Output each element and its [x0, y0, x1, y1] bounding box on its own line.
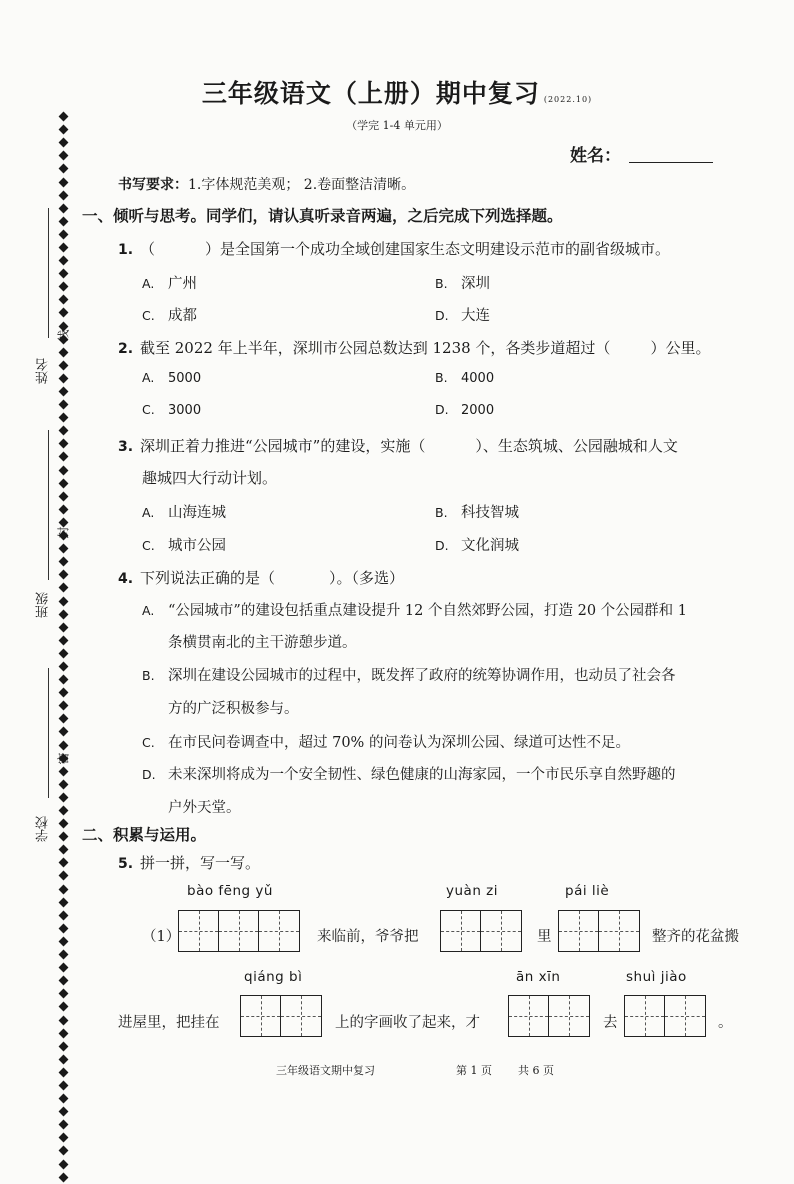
q3-stem-continued: 趣城四大行动计划。 [142, 469, 278, 487]
title-text: 三年级语文（上册）期中复习 [201, 79, 540, 108]
q4-option-d[interactable] [142, 763, 762, 784]
diamond-mark [59, 1146, 69, 1156]
q5-text-3: 整齐的花盆搬 [652, 929, 739, 945]
question-4 [118, 567, 404, 588]
diamond-mark [59, 989, 69, 999]
diamond-mark [59, 596, 69, 606]
option-letter: A. [142, 603, 155, 618]
diamond-mark [59, 557, 69, 567]
q4-number: 4. [118, 571, 134, 587]
grid-cell[interactable] [481, 911, 521, 951]
q2-option-a[interactable] [142, 370, 201, 386]
q4-option-c[interactable] [142, 731, 762, 752]
diamond-mark [59, 164, 69, 174]
grid-cell[interactable] [281, 996, 321, 1036]
option-letter: C. [142, 538, 155, 553]
diamond-mark [59, 1041, 69, 1051]
diamond-mark [59, 609, 69, 619]
diamond-mark [59, 910, 69, 920]
q3-stem-a: 深圳正着力推进“公园城市”的建设，实施（ [140, 437, 426, 455]
binding-secret-char: 密 [56, 752, 71, 765]
q4-option-a-line2: 条横贯南北的主干游憩步道。 [168, 635, 357, 651]
grid-cell[interactable] [625, 996, 665, 1036]
diamond-mark [59, 282, 69, 292]
option-letter: C. [142, 402, 155, 417]
option-text-line1: 深圳在建设公园城市的过程中，既发挥了政府的统筹协调作用，也动员了社会各 [168, 668, 676, 684]
q5-item-label: （1） [142, 929, 181, 945]
diamond-mark [59, 347, 69, 357]
writing-grid-2[interactable] [624, 995, 706, 1037]
grid-cell[interactable] [241, 996, 281, 1036]
writing-grid-2[interactable] [508, 995, 590, 1037]
q5-text-5: 上的字画收了起来，才 [335, 1015, 480, 1031]
grid-cell[interactable] [259, 911, 299, 951]
option-text: 5000 [168, 371, 202, 386]
option-letter: D. [435, 402, 449, 417]
diamond-mark [59, 1067, 69, 1077]
pinyin-pai-lie: pái liè [565, 883, 610, 899]
binding-class-label: 班级 [36, 592, 51, 618]
q1-number: 1. [118, 242, 134, 258]
diamond-mark [59, 923, 69, 933]
grid-cell[interactable] [179, 911, 219, 951]
footer-page: 第 1 页 [456, 1064, 492, 1077]
q2-stem-a: 截至 2022 年上半年，深圳市公园总数达到 1238 个，各类步道超过（ [140, 339, 611, 357]
pinyin-bao-feng-yu: bào fēng yǔ [187, 883, 273, 899]
diamond-mark [59, 727, 69, 737]
diamond-mark [59, 806, 69, 816]
student-name-field[interactable] [570, 141, 713, 166]
q5-text-1: 来临前，爷爷把 [317, 929, 419, 945]
option-text: 3000 [168, 403, 202, 418]
diamond-mark [59, 504, 69, 514]
diamond-mark [59, 635, 69, 645]
binding-line-top [48, 208, 49, 338]
grid-cell[interactable] [559, 911, 599, 951]
option-letter: D. [435, 538, 449, 553]
q2-stem-b: ）公里。 [650, 339, 711, 357]
option-letter: A. [142, 370, 155, 385]
diamond-mark [59, 190, 69, 200]
diamond-mark [59, 491, 69, 501]
writing-grid-2[interactable] [440, 910, 522, 952]
q3-option-b[interactable] [435, 501, 519, 522]
diamond-mark [59, 792, 69, 802]
footer-title: 三年级语文期中复习 [276, 1064, 375, 1077]
q1-option-b[interactable] [435, 272, 490, 293]
option-text-line1: “公园城市”的建设包括重点建设提升 12 个自然郊野公园，打造 20 个公园群和 1 [168, 603, 687, 619]
writing-requirements [118, 174, 415, 194]
requirements-label: 书写要求： [118, 177, 188, 193]
diamond-mark [59, 832, 69, 842]
q4-option-b-line2: 方的广泛积极参与。 [168, 701, 299, 717]
q5-number: 5. [118, 856, 134, 872]
q2-option-d[interactable] [435, 402, 494, 418]
diamond-mark [59, 387, 69, 397]
q3-number: 3. [118, 439, 134, 455]
name-label: 姓名： [570, 146, 621, 166]
option-letter: C. [142, 735, 155, 750]
diamond-mark [59, 269, 69, 279]
requirements-text: 1.字体规范美观； 2.卷面整洁清晰。 [188, 177, 416, 193]
option-text: 广州 [168, 276, 197, 292]
q2-number: 2. [118, 341, 134, 357]
diamond-mark [59, 688, 69, 698]
q1-stem-a: （ [140, 240, 156, 258]
diamond-mark [59, 243, 69, 253]
page-title [0, 74, 794, 110]
q1-option-d[interactable] [435, 304, 490, 325]
title-date: (2022.10) [543, 95, 593, 104]
q5-stem: 拼一拼，写一写。 [140, 854, 261, 872]
writing-grid-2[interactable] [558, 910, 640, 952]
q4-option-a[interactable] [142, 599, 762, 620]
grid-cell[interactable] [549, 996, 589, 1036]
diamond-mark [59, 413, 69, 423]
option-text: 深圳 [461, 276, 490, 292]
q3-option-c[interactable] [142, 534, 226, 555]
diamond-mark [59, 256, 69, 266]
grid-cell[interactable] [509, 996, 549, 1036]
pinyin-an-xin: ān xīn [516, 969, 561, 985]
diamond-mark [59, 400, 69, 410]
q3-option-d[interactable] [435, 534, 519, 555]
grid-cell[interactable] [665, 996, 705, 1036]
diamond-mark [59, 465, 69, 475]
diamond-mark [59, 138, 69, 148]
q3-stem-b: ）、生态筑城、公园融城和人文 [475, 437, 678, 455]
diamond-mark [59, 897, 69, 907]
diamond-mark [59, 963, 69, 973]
pinyin-yuan-zi: yuàn zi [446, 883, 499, 899]
diamond-mark [59, 203, 69, 213]
diamond-mark [59, 740, 69, 750]
option-text: 2000 [461, 403, 495, 418]
option-text: 4000 [461, 371, 495, 386]
diamond-mark [59, 452, 69, 462]
diamond-mark [59, 950, 69, 960]
pinyin-shui-jiao: shuì jiào [626, 969, 687, 985]
option-text-line1: 在市民问卷调查中，超过 70% 的问卷认为深圳公园、绿道可达性不足。 [168, 735, 630, 751]
diamond-mark [59, 295, 69, 305]
diamond-mark [59, 1054, 69, 1064]
diamond-mark [59, 675, 69, 685]
q3-option-a[interactable] [142, 501, 226, 522]
diamond-mark [59, 360, 69, 370]
diamond-mark [59, 308, 69, 318]
section2-heading: 二、积累与运用。 [82, 825, 207, 844]
q4-option-d-line2: 户外天堂。 [168, 800, 241, 816]
diamond-mark [59, 1172, 69, 1182]
diamond-mark [59, 1133, 69, 1143]
diamond-mark [59, 229, 69, 239]
diamond-mark [59, 1120, 69, 1130]
binding-line-mid [48, 430, 49, 580]
option-letter: B. [142, 668, 155, 683]
diamond-mark [59, 216, 69, 226]
grid-cell[interactable] [441, 911, 481, 951]
grid-cell[interactable] [219, 911, 259, 951]
diamond-mark [59, 779, 69, 789]
diamond-mark [59, 1159, 69, 1169]
diamond-mark [59, 439, 69, 449]
binding-diamond-border [58, 110, 70, 1184]
diamond-mark [59, 622, 69, 632]
option-text: 大连 [461, 308, 490, 324]
binding-seal-char: 封 [56, 526, 71, 539]
q5-text-2: 里 [537, 929, 552, 945]
option-letter: D. [435, 308, 449, 323]
q4-stem-b: ）。（多选） [329, 569, 405, 587]
q5-text-7: 。 [718, 1015, 733, 1031]
option-text: 山海连城 [168, 505, 226, 521]
option-letter: D. [142, 767, 156, 782]
question-1 [118, 238, 670, 259]
diamond-mark [59, 648, 69, 658]
footer-total: 共 6 页 [518, 1064, 554, 1077]
question-5 [118, 852, 260, 873]
q4-option-b[interactable] [142, 664, 762, 685]
section1-heading: 一、倾听与思考。同学们，请认真听录音两遍，之后完成下列选择题。 [82, 206, 563, 225]
q5-text-4: 进屋里，把挂在 [118, 1015, 220, 1031]
name-blank[interactable] [629, 148, 713, 163]
writing-grid-3[interactable] [178, 910, 300, 952]
diamond-mark [59, 858, 69, 868]
diamond-mark [59, 1107, 69, 1117]
diamond-mark [59, 1081, 69, 1091]
question-3 [118, 435, 678, 456]
q5-text-6: 去 [603, 1015, 618, 1031]
diamond-mark [59, 1015, 69, 1025]
diamond-mark [59, 884, 69, 894]
diamond-mark [59, 478, 69, 488]
option-text: 文化润城 [461, 538, 519, 554]
option-letter: C. [142, 308, 155, 323]
diamond-mark [59, 177, 69, 187]
diamond-mark [59, 976, 69, 986]
option-text: 成都 [168, 308, 197, 324]
diamond-mark [59, 819, 69, 829]
writing-grid-2[interactable] [240, 995, 322, 1037]
diamond-mark [59, 714, 69, 724]
diamond-mark [59, 570, 69, 580]
binding-line-char: 线 [56, 329, 71, 342]
option-letter: B. [435, 505, 448, 520]
diamond-mark [59, 871, 69, 881]
diamond-mark [59, 426, 69, 436]
option-letter: A. [142, 505, 155, 520]
binding-line-low [48, 668, 49, 798]
option-text: 城市公园 [168, 538, 226, 554]
subtitle: （学完 1-4 单元用） [346, 119, 448, 132]
q2-option-c[interactable] [142, 402, 201, 418]
option-text-line1: 未来深圳将成为一个安全韧性、绿色健康的山海家园，一个市民乐享自然野趣的 [168, 767, 676, 783]
diamond-mark [59, 544, 69, 554]
diamond-mark [59, 937, 69, 947]
diamond-mark [59, 701, 69, 711]
diamond-mark [59, 583, 69, 593]
diamond-mark [59, 662, 69, 672]
grid-cell[interactable] [599, 911, 639, 951]
pinyin-qiang-bi: qiáng bì [244, 969, 303, 985]
diamond-mark [59, 845, 69, 855]
diamond-mark [59, 766, 69, 776]
option-letter: A. [142, 276, 155, 291]
q1-option-c[interactable] [142, 304, 197, 325]
q1-stem-b: ）是全国第一个成功全域创建国家生态文明建设示范市的副省级城市。 [205, 240, 671, 258]
q2-option-b[interactable] [435, 370, 494, 386]
diamond-mark [59, 373, 69, 383]
binding-school-label: 学校 [36, 816, 51, 842]
option-letter: B. [435, 370, 448, 385]
option-text: 科技智城 [461, 505, 519, 521]
option-letter: B. [435, 276, 448, 291]
diamond-mark [59, 1094, 69, 1104]
binding-name-label: 姓名 [36, 358, 51, 384]
q1-option-a[interactable] [142, 272, 197, 293]
q4-stem-a: 下列说法正确的是（ [140, 569, 276, 587]
question-2 [118, 337, 710, 358]
diamond-mark [59, 151, 69, 161]
diamond-mark [59, 1002, 69, 1012]
diamond-mark [59, 1028, 69, 1038]
